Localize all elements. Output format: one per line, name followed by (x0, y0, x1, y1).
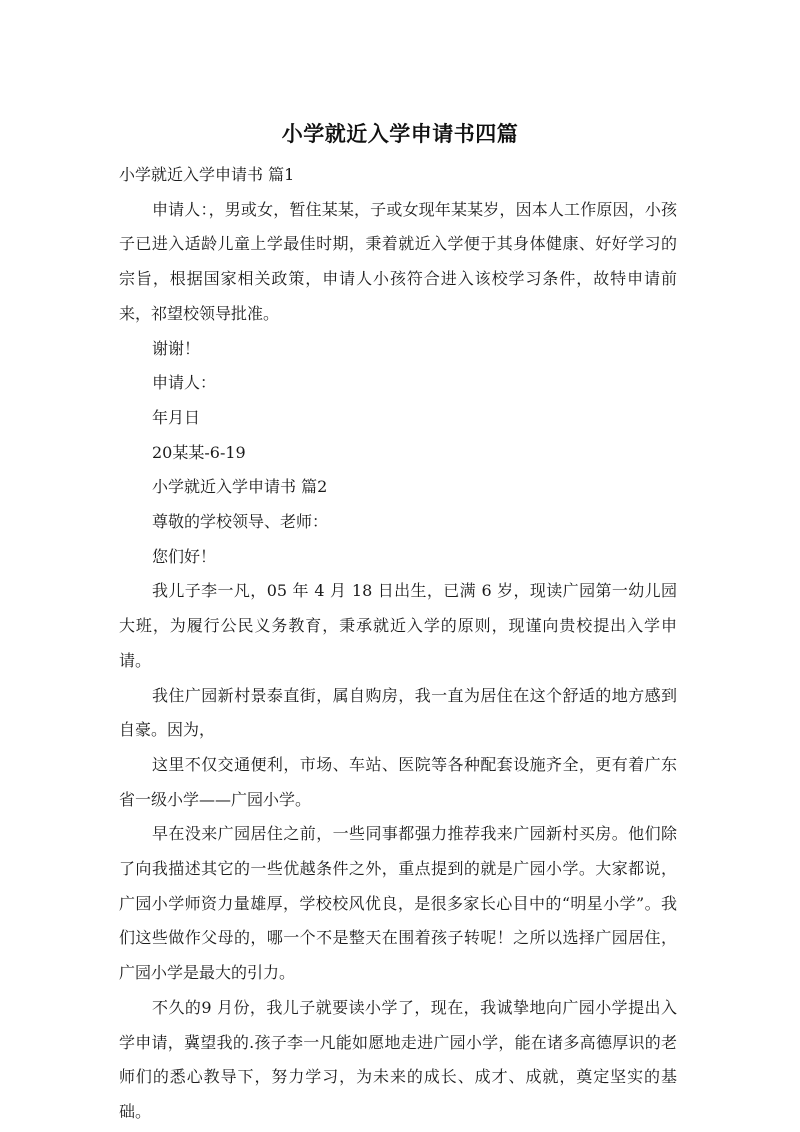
paragraph: 不久的9 月份，我儿子就要读小学了，现在，我诚挚地向广园小学提出入学申请，冀望我的.孩子李一凡能如愿地走进广园小学，能在诸多高德厚识的老师们的悉心教导下，努力学习，为未来的成长、成才、成就，奠定坚实的基础。 (119, 997, 677, 1121)
paragraph: 年月日 (152, 407, 201, 427)
paragraph: 申请人：，男或女，暂住某某，子或女现年某某岁，因本人工作原因，小孩子已进入适龄儿童上学最佳时期，秉着就近入学便于其身体健康、好好学习的宗旨，根据国家相关政策，申请人小孩符合进入该校学习条件，故特申请前来，祁望校领导批准。 (119, 199, 677, 323)
paragraph: 申请人： (152, 373, 217, 393)
paragraph: 我住广园新村景泰直街，属自购房，我一直为居住在这个舒适的地方感到自豪。因为， (119, 685, 677, 740)
paragraph: 谢谢！ (152, 338, 201, 358)
section-heading-2: 小学就近入学申请书 篇2 (152, 477, 328, 497)
paragraph: 我儿子李一凡，05 年 4 月 18 日出生，已满 6 岁，现读广园第一幼儿园大班，为履行公民义务教育，秉承就近入学的原则，现谨向贵校提出入学申请。 (119, 581, 677, 670)
paragraph: 20某某-6-19 (152, 442, 246, 462)
document-body (119, 158, 677, 1130)
document-title: 小学就近入学申请书四篇 (281, 122, 519, 146)
paragraph: 您们好！ (152, 546, 217, 566)
paragraph: 尊敬的学校领导、老师： (152, 512, 329, 532)
paragraph: 早在没来广园居住之前，一些同事都强力推荐我来广园新村买房。他们除了向我描述其它的一些优越条件之外，重点提到的就是广园小学。大家都说，广园小学师资力量雄厚，学校校风优良，是很多家长心目中的“明星小学”。我们这些做作父母的，哪一个不是整天在围着孩子转呢！之所以选择广园居住，广园小学是最大的引力。 (119, 824, 677, 983)
paragraph: 这里不仅交通便利，市场、车站、医院等各种配套设施齐全，更有着广东省一级小学——广园小学。 (119, 754, 677, 809)
section-heading-1: 小学就近入学申请书 篇1 (119, 165, 295, 184)
